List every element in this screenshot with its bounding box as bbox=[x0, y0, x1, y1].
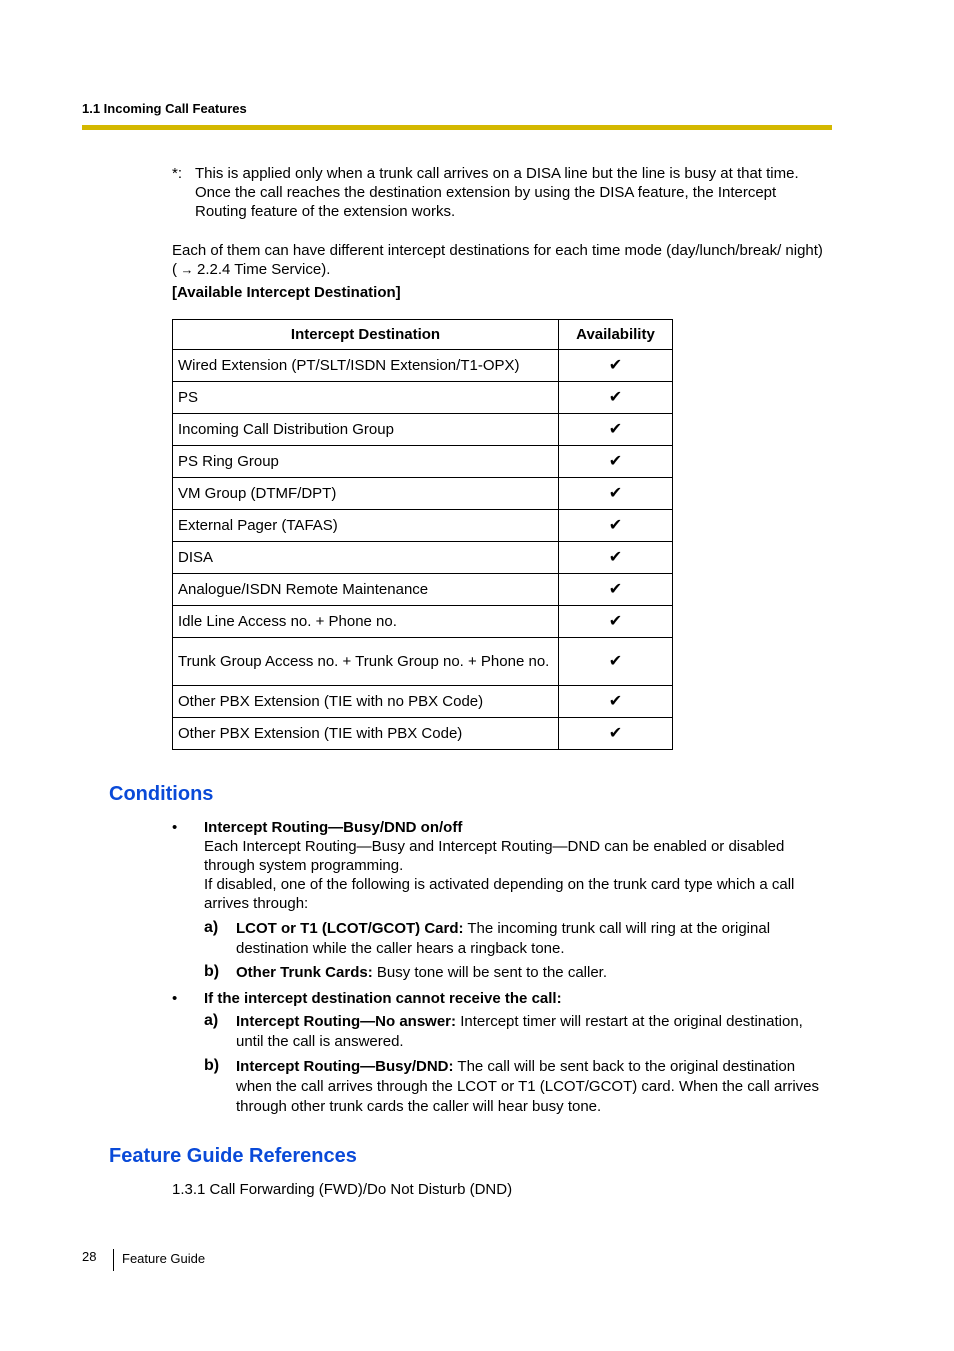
sub-item-body: Intercept timer will restart at the original destination, until the call is answered. bbox=[236, 1013, 803, 1050]
sub-item-title: LCOT or T1 (LCOT/GCOT) Card: bbox=[236, 920, 464, 937]
table-row bbox=[173, 718, 673, 750]
table-row bbox=[173, 606, 673, 638]
conditions-heading: Conditions bbox=[109, 783, 214, 805]
sub-item-text bbox=[236, 919, 834, 959]
check-icon: ✔ bbox=[559, 574, 673, 606]
destination-cell: External Pager (TAFAS) bbox=[173, 510, 559, 542]
sub-item-text bbox=[236, 963, 834, 983]
footnote-text: This is applied only when a trunk call arrives on a DISA line but the line is busy at that time. Once the call reaches the destination extension by using the DISA feature, the Intercept Routing feature of the extension works. bbox=[195, 165, 799, 220]
bullet-text: Each Intercept Routing—Busy and Intercept Routing—DND can be enabled or disabled through system programming. bbox=[204, 838, 785, 874]
destination-cell: PS Ring Group bbox=[173, 446, 559, 478]
check-icon: ✔ bbox=[559, 510, 673, 542]
table-row bbox=[173, 446, 673, 478]
table-row bbox=[173, 638, 673, 686]
column-header-destination: Intercept Destination bbox=[173, 320, 559, 350]
sub-item-title: Intercept Routing—Busy/DND: bbox=[236, 1058, 454, 1075]
header-rule bbox=[82, 125, 832, 130]
footer-divider bbox=[113, 1249, 114, 1271]
check-icon: ✔ bbox=[559, 446, 673, 478]
sub-item-text bbox=[236, 1057, 834, 1117]
destination-cell: Analogue/ISDN Remote Maintenance bbox=[173, 574, 559, 606]
sub-item-text bbox=[236, 1012, 834, 1052]
check-icon: ✔ bbox=[559, 478, 673, 510]
table-row bbox=[173, 542, 673, 574]
table-header-row bbox=[173, 320, 673, 350]
footer-title: Feature Guide bbox=[122, 1251, 206, 1266]
destination-cell: Wired Extension (PT/SLT/ISDN Extension/T1-OPX) bbox=[173, 350, 559, 382]
page-number: 28 bbox=[82, 1249, 97, 1264]
paragraph-text: Each of them can have different intercept destinations for each time mode (day/lunch/break/ night) ( bbox=[172, 242, 823, 278]
check-icon: ✔ bbox=[559, 542, 673, 574]
bullet-dot-icon: • bbox=[172, 990, 178, 1007]
check-icon: ✔ bbox=[559, 414, 673, 446]
arrow-icon: → bbox=[180, 262, 194, 277]
destination-cell: Other PBX Extension (TIE with PBX Code) bbox=[173, 718, 559, 750]
paragraph-end: ). bbox=[321, 261, 331, 278]
table-row bbox=[173, 686, 673, 718]
reference-link[interactable]: 1.3.1 Call Forwarding (FWD)/Do Not Disturb (DND) bbox=[172, 1181, 513, 1198]
time-mode-paragraph bbox=[172, 241, 832, 279]
sub-item-label: a) bbox=[204, 919, 219, 936]
check-icon: ✔ bbox=[559, 382, 673, 414]
column-header-availability: Availability bbox=[559, 320, 673, 350]
sub-item-title: Other Trunk Cards: bbox=[236, 964, 373, 981]
destination-cell: Idle Line Access no. + Phone no. bbox=[173, 606, 559, 638]
table-caption: [Available Intercept Destination] bbox=[172, 284, 401, 301]
bullet-text: If disabled, one of the following is activated depending on the trunk card type which a call arrives through: bbox=[204, 876, 795, 912]
bullet-title: Intercept Routing—Busy/DND on/off bbox=[204, 819, 463, 836]
table-row bbox=[173, 574, 673, 606]
destination-cell: VM Group (DTMF/DPT) bbox=[173, 478, 559, 510]
bullet-dot-icon: • bbox=[172, 819, 178, 836]
check-icon: ✔ bbox=[559, 350, 673, 382]
sub-item-label: b) bbox=[204, 1057, 220, 1074]
table-row bbox=[173, 414, 673, 446]
footnote bbox=[172, 164, 832, 221]
intercept-destination-table bbox=[172, 319, 673, 750]
table-row bbox=[173, 350, 673, 382]
check-icon: ✔ bbox=[559, 606, 673, 638]
section-header: 1.1 Incoming Call Features bbox=[82, 101, 247, 116]
destination-cell: Other PBX Extension (TIE with no PBX Code) bbox=[173, 686, 559, 718]
sub-item-title: Intercept Routing—No answer: bbox=[236, 1013, 457, 1030]
sub-item-body: The call will be sent back to the original destination when the call arrives through the LCOT or T1 (LCOT/GCOT) card. When the call arrives through other trunk cards the caller will hear busy tone. bbox=[236, 1058, 819, 1115]
bullet-body bbox=[204, 818, 834, 913]
sub-item-body: Busy tone will be sent to the caller. bbox=[376, 964, 608, 981]
check-icon: ✔ bbox=[559, 686, 673, 718]
time-service-link[interactable]: 2.2.4 Time Service bbox=[197, 261, 322, 278]
destination-cell: Trunk Group Access no. + Trunk Group no. + Phone no. bbox=[173, 638, 559, 686]
table-row bbox=[173, 510, 673, 542]
sub-item-body: The incoming trunk call will ring at the original destination while the caller hears a ringback tone. bbox=[236, 920, 771, 957]
feature-guide-references-heading: Feature Guide References bbox=[109, 1145, 357, 1167]
destination-cell: PS bbox=[173, 382, 559, 414]
check-icon: ✔ bbox=[559, 638, 673, 686]
destination-cell: DISA bbox=[173, 542, 559, 574]
destination-cell: Incoming Call Distribution Group bbox=[173, 414, 559, 446]
sub-item-label: a) bbox=[204, 1012, 219, 1029]
sub-item-label: b) bbox=[204, 963, 220, 980]
table-row bbox=[173, 382, 673, 414]
check-icon: ✔ bbox=[559, 718, 673, 750]
footnote-marker: *: bbox=[172, 165, 183, 182]
table-row bbox=[173, 478, 673, 510]
bullet-title: If the intercept destination cannot receive the call: bbox=[204, 990, 562, 1007]
